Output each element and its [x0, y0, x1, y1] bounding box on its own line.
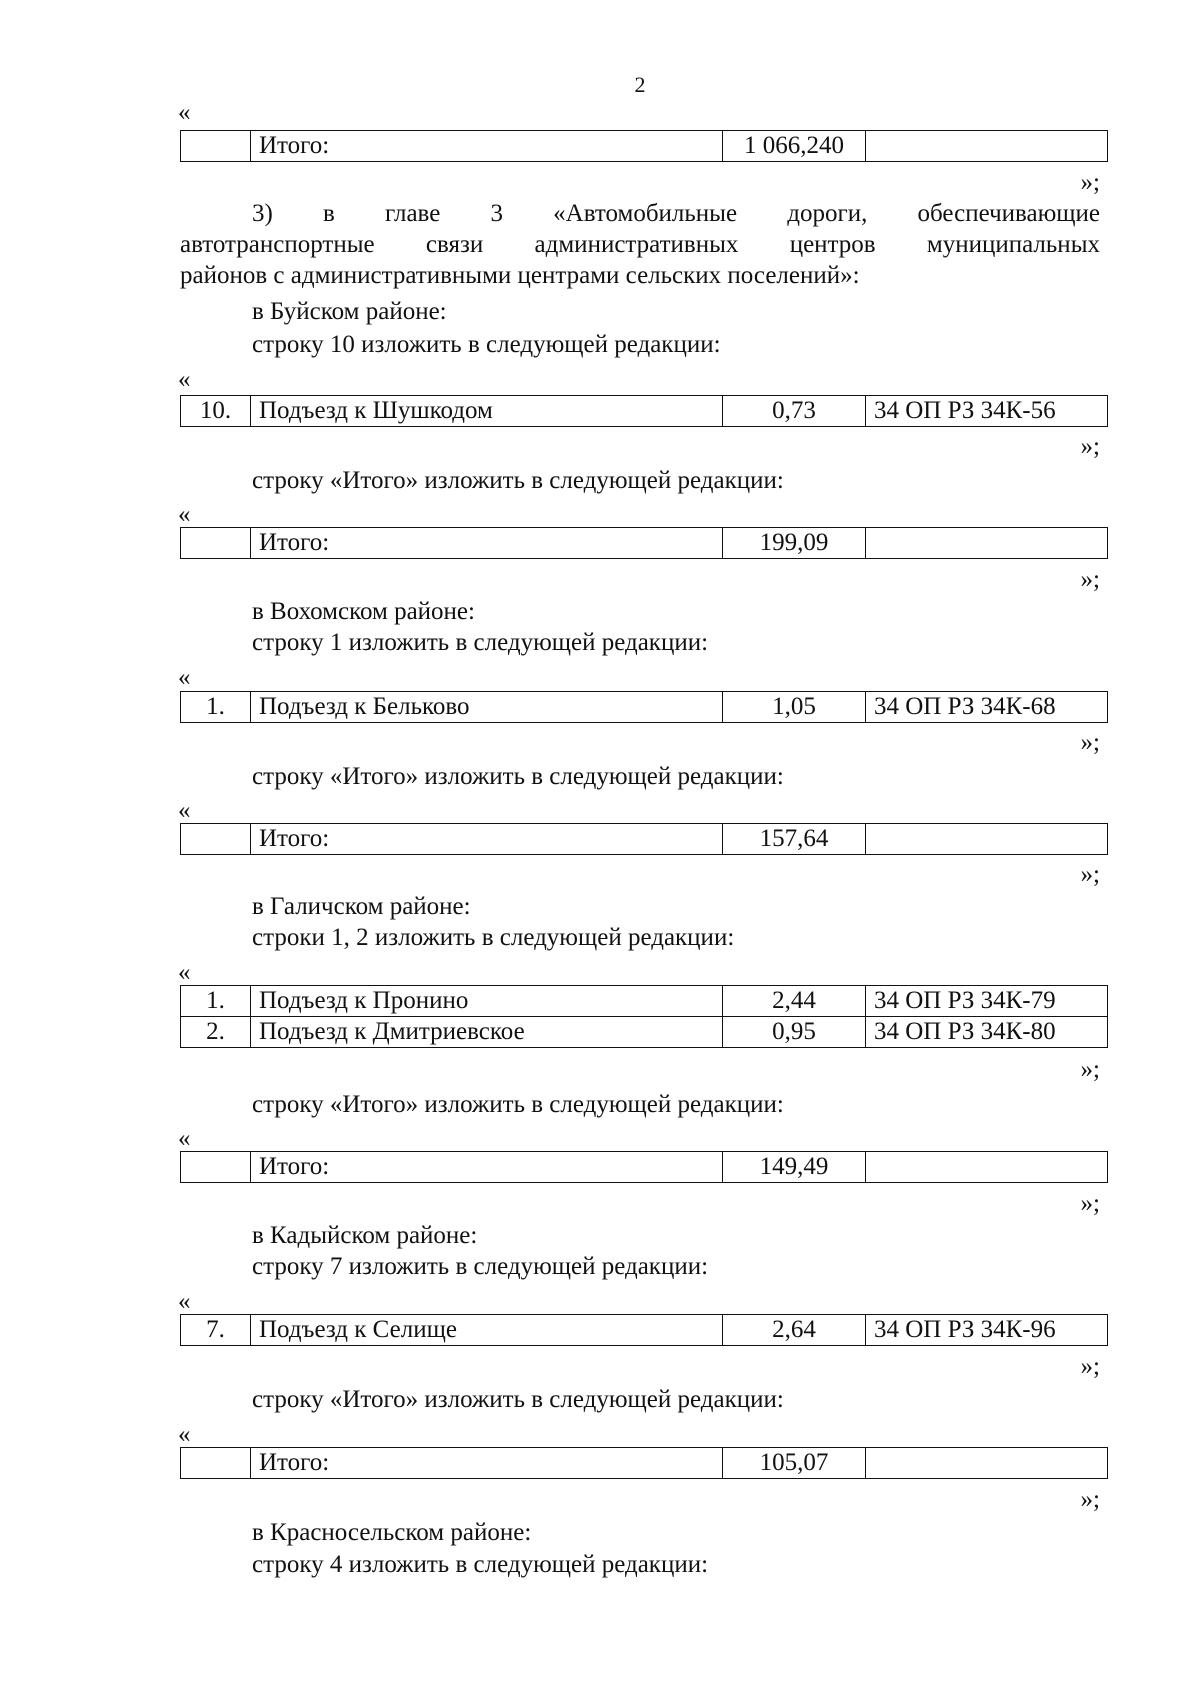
paragraph-line: 3) в главе 3 «Автомобильные дороги, обеспечивающие: [252, 200, 1100, 227]
kadyi-total-table: [180, 1447, 1108, 1479]
row-name-cell: Итого:: [251, 1448, 723, 1479]
galich-total-table: [180, 1151, 1108, 1183]
row-name-cell: Итого:: [251, 131, 723, 162]
row-length-cell: 2,64: [723, 1315, 866, 1346]
district-heading-buy: в Буйском районе:: [252, 298, 447, 325]
quote-close: »;: [1080, 1190, 1100, 1217]
row-length-cell: 149,49: [723, 1152, 866, 1183]
row-length-cell: 0,73: [723, 396, 866, 427]
page-number: 2: [634, 72, 646, 97]
table-row: [181, 1315, 1108, 1346]
quote-open: «: [178, 959, 191, 986]
row-name-cell: Подъезд к Дмитриевское: [251, 1017, 723, 1048]
row-number-cell: 2.: [181, 1017, 251, 1048]
row-code-cell: 34 ОП РЗ 34К-56: [866, 396, 1108, 427]
instruction-buy: строку 10 изложить в следующей редакции:: [252, 331, 721, 358]
district-heading-galich: в Галичском районе:: [252, 893, 471, 920]
total-instruction-galich: строку «Итого» изложить в следующей редакции:: [252, 1091, 784, 1118]
quote-close: »;: [1080, 1353, 1100, 1380]
quote-open: «: [178, 99, 191, 126]
quote-open: «: [178, 366, 191, 393]
row-code-cell: 34 ОП РЗ 34К-68: [866, 692, 1108, 723]
vokhma-row-table: [180, 691, 1108, 723]
instruction-krasnoe: строку 4 изложить в следующей редакции:: [252, 1551, 709, 1578]
paragraph-line: автотранспортные связи административных центров муниципальных: [180, 231, 1100, 258]
row-number-cell: [181, 528, 251, 559]
quote-close: »;: [1080, 1056, 1100, 1083]
row-name-cell: Итого:: [251, 1152, 723, 1183]
kadyi-row-table: [180, 1314, 1108, 1346]
row-number-cell: 1.: [181, 692, 251, 723]
quote-open: «: [178, 1125, 191, 1152]
row-name-cell: Подъезд к Пронино: [251, 986, 723, 1017]
row-code-cell: [866, 1152, 1108, 1183]
instruction-kadyi: строку 7 изложить в следующей редакции:: [252, 1253, 709, 1280]
row-length-cell: 1 066,240: [723, 131, 866, 162]
row-length-cell: 105,07: [723, 1448, 866, 1479]
row-code-cell: [866, 528, 1108, 559]
vokhma-total-table: [180, 823, 1108, 855]
table-row: [181, 986, 1108, 1017]
quote-open: «: [178, 1421, 191, 1448]
table-row: [181, 824, 1108, 855]
row-number-cell: [181, 1152, 251, 1183]
galich-rows-table: [180, 985, 1108, 1048]
row-length-cell: 2,44: [723, 986, 866, 1017]
row-number-cell: [181, 131, 251, 162]
district-heading-vokhma: в Вохомском районе:: [252, 598, 475, 625]
quote-close: »;: [1080, 729, 1100, 756]
row-name-cell: Итого:: [251, 824, 723, 855]
row-code-cell: 34 ОП РЗ 34К-79: [866, 986, 1108, 1017]
quote-open: «: [178, 501, 191, 528]
row-number-cell: [181, 824, 251, 855]
row-name-cell: Подъезд к Селище: [251, 1315, 723, 1346]
buy-total-table: [180, 527, 1108, 559]
top-total-table: [180, 130, 1108, 162]
row-name-cell: Подъезд к Шушкодом: [251, 396, 723, 427]
table-row: [181, 131, 1108, 162]
table-row: [181, 396, 1108, 427]
quote-open: «: [178, 797, 191, 824]
row-number-cell: 1.: [181, 986, 251, 1017]
table-row: [181, 1152, 1108, 1183]
table-row: [181, 528, 1108, 559]
instruction-galich: строки 1, 2 изложить в следующей редакции:: [252, 924, 735, 951]
row-length-cell: 0,95: [723, 1017, 866, 1048]
row-code-cell: 34 ОП РЗ 34К-96: [866, 1315, 1108, 1346]
paragraph-line: районов с административными центрами сельских поселений»:: [180, 262, 860, 289]
row-code-cell: 34 ОП РЗ 34К-80: [866, 1017, 1108, 1048]
row-length-cell: 157,64: [723, 824, 866, 855]
row-code-cell: [866, 824, 1108, 855]
row-length-cell: 199,09: [723, 528, 866, 559]
quote-close: »;: [1080, 566, 1100, 593]
row-number-cell: 7.: [181, 1315, 251, 1346]
table-row: [181, 692, 1108, 723]
table-row: [181, 1017, 1108, 1048]
quote-close: »;: [1080, 433, 1100, 460]
quote-close: »;: [1080, 169, 1100, 196]
district-heading-krasnoe: в Красносельском районе:: [252, 1519, 532, 1546]
quote-open: «: [178, 1288, 191, 1315]
row-code-cell: [866, 1448, 1108, 1479]
row-length-cell: 1,05: [723, 692, 866, 723]
row-name-cell: Итого:: [251, 528, 723, 559]
quote-close: »;: [1080, 861, 1100, 888]
table-row: [181, 1448, 1108, 1479]
instruction-vokhma: строку 1 изложить в следующей редакции:: [252, 629, 709, 656]
row-number-cell: 10.: [181, 396, 251, 427]
item-3-paragraph: [180, 199, 1100, 292]
row-number-cell: [181, 1448, 251, 1479]
buy-row-table: [180, 395, 1108, 427]
total-instruction-buy: строку «Итого» изложить в следующей редакции:: [252, 467, 784, 494]
total-instruction-kadyi: строку «Итого» изложить в следующей редакции:: [252, 1386, 784, 1413]
quote-open: «: [178, 664, 191, 691]
row-name-cell: Подъезд к Бельково: [251, 692, 723, 723]
quote-close: »;: [1080, 1486, 1100, 1513]
total-instruction-vokhma: строку «Итого» изложить в следующей редакции:: [252, 763, 784, 790]
row-code-cell: [866, 131, 1108, 162]
district-heading-kadyi: в Кадыйском районе:: [252, 1222, 478, 1249]
